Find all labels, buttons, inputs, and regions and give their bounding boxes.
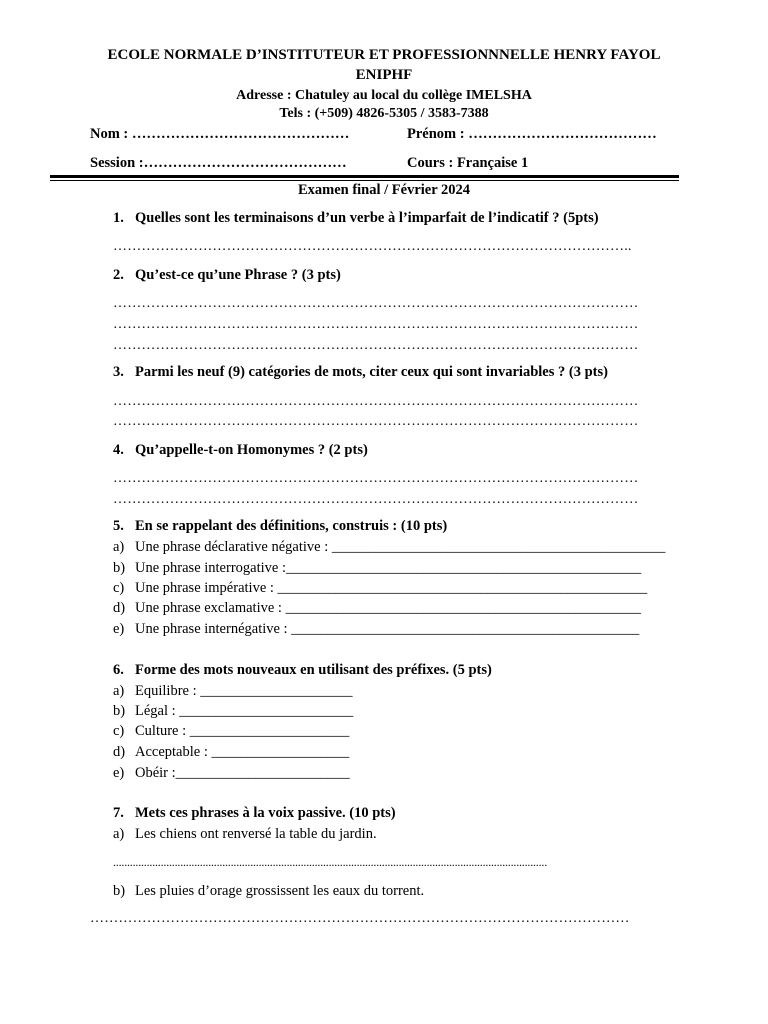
answer-line: ………………………………………………………………………………………………… [113,296,639,311]
question-number: 6. [113,662,124,678]
question-7 [113,805,396,822]
list-item: d) Une phrase exclamative : _________________________________________________ [113,600,641,616]
answer-line: ……………………………………………………………………………………………….. [113,239,632,254]
question-number: 1. [113,210,124,226]
list-item: a) Les chiens ont renversé la table du jardin. [113,826,377,842]
question-text: Qu’est-ce qu’une Phrase ? (3 pts) [135,267,341,283]
school-phones: Tels : (+509) 4826-5305 / 3583-7388 [279,106,489,121]
question-text: En se rappelant des définitions, construis : (10 pts) [135,518,448,534]
list-item: b) Une phrase interrogative :_________________________________________________ [113,560,642,576]
question-5 [113,518,447,535]
answer-line: ………………………………………………………………………………………………… [113,338,639,353]
question-number: 7. [113,805,124,821]
question-text: Mets ces phrases à la voix passive. (10 pts) [135,805,396,821]
question-number: 5. [113,518,124,534]
exam-title: Examen final / Février 2024 [297,182,471,198]
header-divider [50,175,679,178]
cours-field: Cours : Française 1 [407,155,529,171]
list-item: e) Une phrase internégative : ________________________________________________ [113,621,640,637]
answer-line: ………………………………………………………………………………………………… [113,414,639,429]
header-divider-thin [50,180,679,181]
answer-line: ………………………………………………………………………………………………… [113,394,639,409]
question-number: 4. [113,442,124,458]
answer-line: ………………………………………………………………………………………………… [113,471,639,486]
question-2 [113,267,341,284]
question-3 [113,364,608,381]
prenom-field: Prénom : ………………………………… [407,126,657,142]
nom-field: Nom : ……………………………………… [90,126,350,142]
school-acronym: ENIPHF [355,67,413,83]
question-number: 3. [113,364,124,380]
answer-line: ........................................................................................................................................................... [113,855,548,869]
question-6 [113,662,492,679]
question-4 [113,442,368,459]
answer-line: ………………………………………………………………………………………………… [113,492,639,507]
session-field: Session :…………………………………… [90,155,347,171]
list-item: c) Culture : ______________________ [113,723,350,739]
answer-line: …………………………………………………………………………………………………… [90,911,630,926]
list-item: d) Acceptable : ___________________ [113,744,350,760]
question-text: Qu’appelle-t-on Homonymes ? (2 pts) [135,442,368,458]
answer-line: ………………………………………………………………………………………………… [113,317,639,332]
question-text: Parmi les neuf (9) catégories de mots, citer ceux qui sont invariables ? (3 pts) [135,364,608,380]
list-item: a) Equilibre : _____________________ [113,683,353,699]
school-address: Adresse : Chatuley au local du collège IMELSHA [236,88,532,103]
question-text: Quelles sont les terminaisons d’un verbe à l’imparfait de l’indicatif ? (5pts) [135,210,599,226]
school-name: ECOLE NORMALE D’INSTITUTEUR ET PROFESSIONNNELLE HENRY FAYOL [107,47,661,63]
list-item: c) Une phrase impérative : ___________________________________________________ [113,580,648,596]
question-text: Forme des mots nouveaux en utilisant des préfixes. (5 pts) [135,662,492,678]
list-item: a) Une phrase déclarative négative : ______________________________________________ [113,539,666,555]
list-item: e) Obéir :________________________ [113,765,350,781]
list-item: b) Légal : ________________________ [113,703,354,719]
question-number: 2. [113,267,124,283]
list-item: b) Les pluies d’orage grossissent les eaux du torrent. [113,883,425,899]
question-1 [113,210,599,227]
